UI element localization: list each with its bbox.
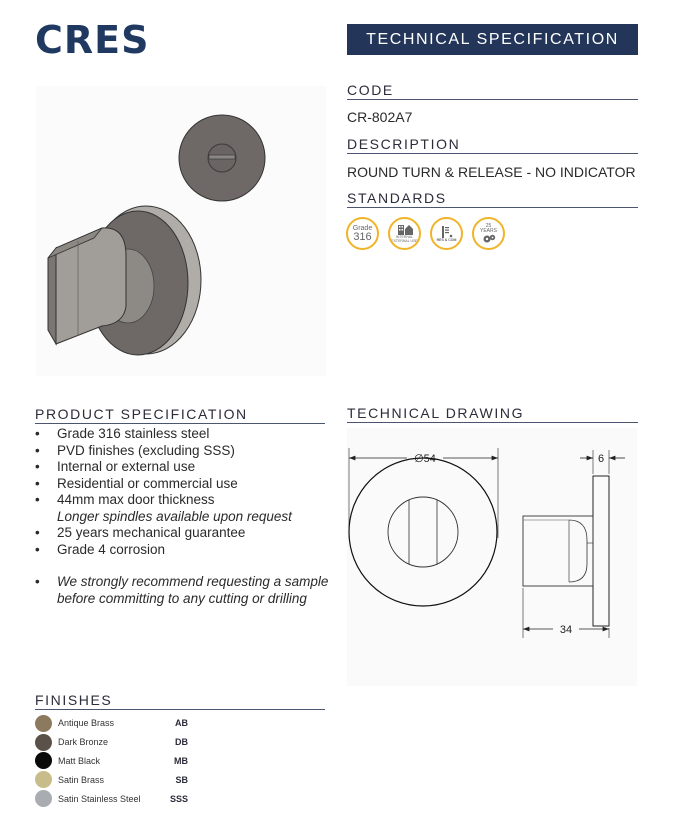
finish-code: DB [175,737,188,748]
product-image [36,86,326,376]
front-view [349,448,498,606]
spec-item [35,542,330,559]
spec-item [35,459,330,476]
spec-recommendation [35,574,330,607]
spec-item [35,476,330,493]
finish-code: SSS [169,793,188,804]
standards-badges [346,217,505,250]
gears-icon [482,234,496,243]
finish-swatch [35,790,52,807]
technical-drawing-heading: TECHNICAL DRAWING [347,405,638,423]
finish-name: Satin Brass [58,774,105,785]
bullet: • [35,492,40,507]
spec-item [35,492,330,525]
product-specification-list [35,426,330,607]
badge-internal-external-label: INTERNAL EXTERNAL USE [391,235,418,243]
standards-heading: STANDARDS [347,190,638,208]
code-heading: CODE [347,82,638,100]
finishes-heading: FINISHES [35,692,325,710]
brand-logo: CRES [35,18,150,62]
spec-text: 44mm max door thickness [57,492,215,507]
badge-res-com-label: RES & COM [436,237,457,242]
res-com-badge [430,217,463,250]
bullet: • [35,459,40,474]
finishes-list [35,714,205,808]
bullet: • [35,475,40,491]
finish-name: Antique Brass [58,718,115,729]
bullet: • [35,426,40,441]
spec-text: Grade 4 corrosion [57,541,166,557]
depth-dimension: 34 [559,624,573,636]
finish-code: AB [175,718,188,729]
grade-316-badge [346,217,379,250]
plate-thickness-dimension: 6 [597,453,605,465]
spec-text: Internal or external use [57,459,196,474]
technical-specification-banner: TECHNICAL SPECIFICATION [347,24,638,55]
spec-item [35,426,330,443]
side-view [523,450,625,638]
spacer [35,558,330,574]
finish-name: Dark Bronze [58,737,109,748]
product-specification-heading: PRODUCT SPECIFICATION [35,406,325,424]
product-description: ROUND TURN & RELEASE - NO INDICATOR [347,164,636,180]
finish-swatch [35,715,52,732]
finish-item [35,714,205,733]
bullet: • [35,525,40,540]
spec-note: Longer spindles available upon request [57,508,292,524]
residential-commercial-icon [440,226,454,238]
bullet: • [35,442,40,458]
finish-code: MB [174,755,188,766]
finish-item [35,752,205,771]
finish-swatch [35,734,52,751]
bullet: • [35,541,40,557]
finish-item [35,789,205,808]
spec-text: Grade 316 stainless steel [57,426,210,441]
finish-name: Matt Black [58,755,101,766]
diameter-dimension: ∅54 [414,453,436,465]
spec-text: 25 years mechanical guarantee [57,525,246,540]
finish-item [35,733,205,752]
spec-text: PVD finishes (excluding SSS) [57,442,235,458]
turn-knob-illustration [48,206,201,355]
internal-external-use-badge [388,217,421,250]
badge-grade-value: 316 [353,230,372,243]
finish-name: Satin Stainless Steel [58,793,141,804]
badge-years-label: YEARS [480,228,497,234]
spec-item [35,443,330,460]
product-code: CR-802A7 [347,109,413,125]
recommendation-text: We strongly recommend requesting a sample before committing to any cutting or drilling [57,574,329,606]
finish-item [35,770,205,789]
technical-drawing [347,428,637,686]
badge-years-number: 25 [485,223,492,229]
bullet: • [35,574,40,589]
release-plate-illustration [179,115,265,201]
finish-swatch [35,752,52,769]
description-heading: DESCRIPTION [347,136,638,154]
spec-item [35,525,330,542]
badge-grade-label: Grade [352,224,373,232]
25-years-badge [472,217,505,250]
spec-text: Residential or commercial use [57,475,238,491]
building-house-icon [397,224,413,235]
finish-swatch [35,771,52,788]
finish-code: SB [175,774,188,785]
